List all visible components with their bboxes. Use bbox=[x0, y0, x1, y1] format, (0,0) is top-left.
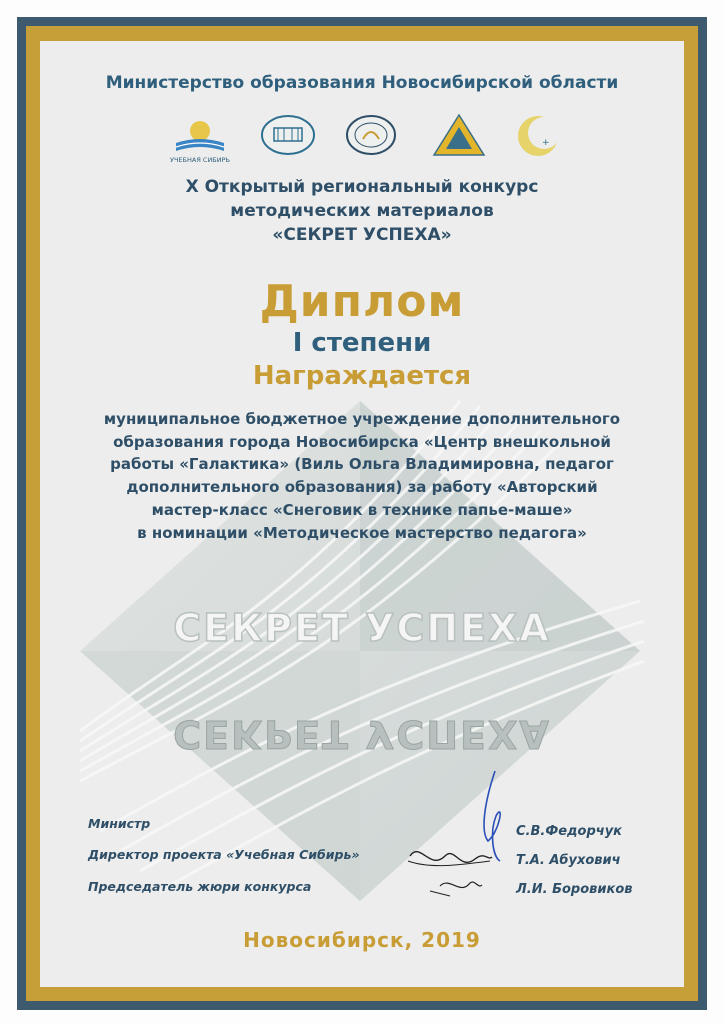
signer-role-jury-chair: Председатель жюри конкурса bbox=[88, 879, 312, 894]
signer-role-minister: Министр bbox=[88, 816, 151, 831]
handwritten-signatures bbox=[400, 761, 520, 911]
diploma-title: Диплом bbox=[259, 276, 465, 327]
watermark-text-reflected: СЕКРЕТ УСПЕХА bbox=[173, 712, 551, 756]
logo-row bbox=[170, 113, 560, 165]
description-line: в номинации «Методическое мастерство педагога» bbox=[137, 523, 587, 542]
svg-text:УЧЕБНАЯ СИБИРЬ: УЧЕБНАЯ СИБИРЬ bbox=[170, 156, 230, 164]
triangle-logo-icon bbox=[432, 113, 486, 159]
description-line: работы «Галактика» (Виль Ольга Владимировна, педагог bbox=[110, 455, 614, 474]
ministry-header: Министерство образования Новосибирской области bbox=[105, 73, 619, 93]
svg-text:+: + bbox=[542, 138, 550, 148]
contest-line-2: методических материалов bbox=[230, 201, 494, 221]
watermark-text: СЕКРЕТ УСПЕХА bbox=[173, 606, 551, 650]
diploma-degree: I степени bbox=[292, 328, 432, 358]
description-line: мастер-класс «Снеговик в технике папье-маше» bbox=[151, 500, 573, 519]
signer-name-minister: С.В.Федорчук bbox=[516, 824, 622, 839]
round-seal-icon bbox=[345, 113, 397, 157]
signer-name-director: Т.А. Абухович bbox=[516, 853, 621, 868]
city-year: Новосибирск, 2019 bbox=[243, 928, 481, 952]
book-sun-logo-icon bbox=[170, 113, 230, 165]
awarded-heading: Награждается bbox=[252, 361, 472, 391]
diploma-paper bbox=[40, 41, 684, 987]
crescent-logo-icon bbox=[515, 113, 561, 159]
description-line: муниципальное бюджетное учреждение дополнительного bbox=[103, 410, 621, 428]
award-description bbox=[60, 408, 664, 544]
description-line: дополнительного образования) за работу «Авторский bbox=[126, 478, 598, 497]
contest-line-3: «СЕКРЕТ УСПЕХА» bbox=[272, 225, 452, 245]
building-emblem-icon bbox=[260, 113, 316, 157]
signer-role-director: Директор проекта «Учебная Сибирь» bbox=[88, 847, 360, 862]
contest-line-1: X Открытый региональный конкурс bbox=[185, 177, 539, 197]
description-line: образования города Новосибирска «Центр внешкольной bbox=[113, 432, 611, 451]
signer-name-jury-chair: Л.И. Боровиков bbox=[516, 882, 633, 897]
